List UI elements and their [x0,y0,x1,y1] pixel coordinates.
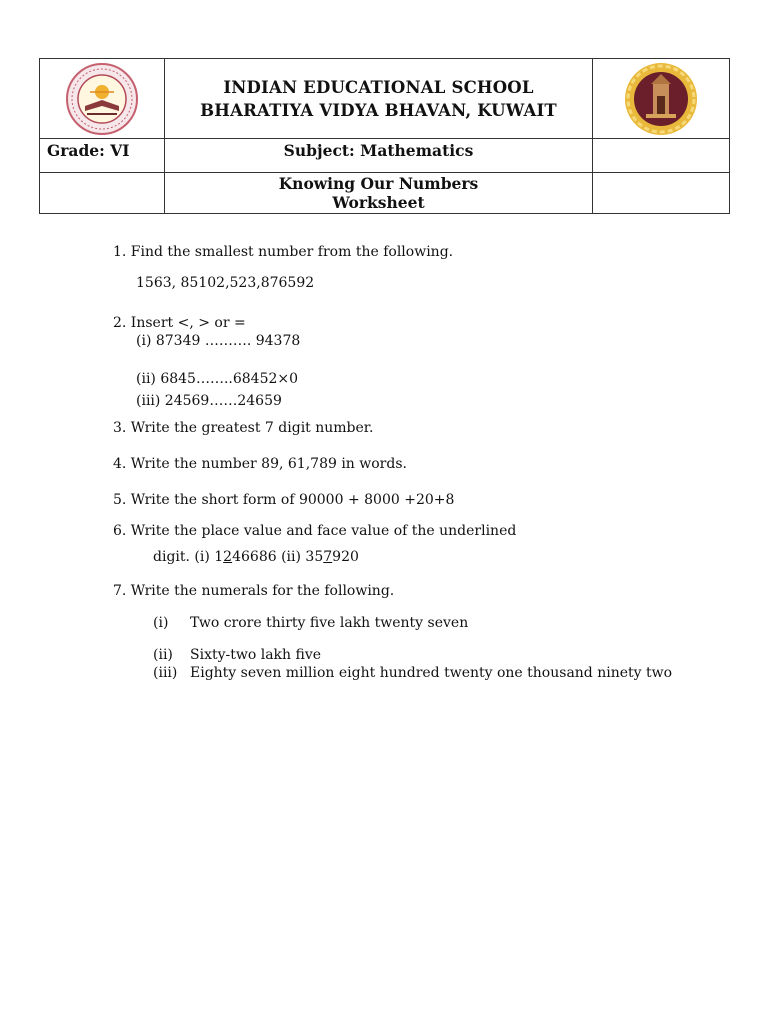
question-7-item-iii: Eighty seven million eight hundred twenty one thousand ninety two [190,665,673,681]
question-3: 3. Write the greatest 7 digit number. [113,420,374,436]
question-4: 4. Write the number 89, 61,789 in words. [113,456,407,472]
question-2-part-ii: (ii) 6845……..68452×0 [136,371,299,387]
question-7-label-iii: (iii) [153,665,178,681]
subject-label: Subject: Mathematics [165,139,593,173]
left-logo-cell [40,59,165,139]
question-5: 5. Write the short form of 90000 + 8000 +20+8 [113,492,455,508]
question-6-suffix: 920 [332,549,359,565]
question-7-item-ii: Sixty-two lakh five [190,647,322,663]
worksheet-title-line2: Worksheet [332,193,425,212]
question-6-digits [153,549,359,565]
question-6-mid: 46686 (ii) 35 [232,549,324,565]
empty-cell [40,173,165,214]
question-2: 2. Insert <, > or = [113,315,246,331]
question-6: 6. Write the place value and face value of the underlined [113,523,517,539]
underlined-digit-1: 2 [223,549,233,565]
underlined-digit-2: 7 [323,549,333,565]
question-1: 1. Find the smallest number from the following. [113,244,454,260]
worksheet-header [39,58,730,214]
school-name-line2: BHARATIYA VIDYA BHAVAN, KUWAIT [200,100,557,120]
question-7-label-i: (i) [153,615,169,631]
school-name-line1: INDIAN EDUCATIONAL SCHOOL [223,77,534,97]
question-7: 7. Write the numerals for the following. [113,583,395,599]
school-name-cell [165,59,593,139]
grade-label: Grade: VI [40,139,165,173]
question-2-part-iii: (iii) 24569……24659 [136,393,282,409]
right-logo-cell [593,59,730,139]
worksheet-title-cell [165,173,593,214]
empty-cell [593,173,730,214]
question-7-item-i: Two crore thirty five lakh twenty seven [190,615,469,631]
question-1-numbers: 1563, 85102,523,876592 [136,275,315,291]
school-emblem-icon [65,62,139,136]
worksheet-title-line1: Knowing Our Numbers [278,174,479,193]
bhavan-emblem-icon [624,62,698,136]
question-2-part-i: (i) 87349 ………. 94378 [136,333,301,349]
empty-cell [593,139,730,173]
question-6-prefix: digit. (i) 1 [153,549,224,565]
question-7-label-ii: (ii) [153,647,173,663]
